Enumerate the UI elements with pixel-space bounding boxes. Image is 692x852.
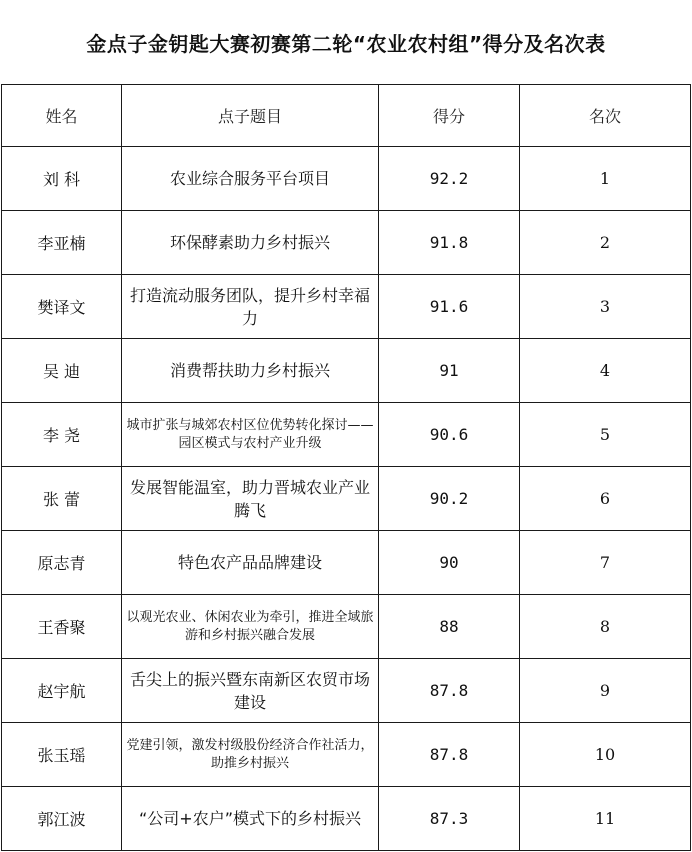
name-cell: 原志青 (2, 531, 122, 595)
topic-cell: 舌尖上的振兴暨东南新区农贸市场建设 (122, 659, 379, 723)
topic-cell: 消费帮扶助力乡村振兴 (122, 339, 379, 403)
table-row (2, 531, 691, 595)
topic-cell: 农业综合服务平台项目 (122, 147, 379, 211)
table-row (2, 275, 691, 339)
rank-cell: 1 (520, 147, 691, 211)
name-cell: 王香聚 (2, 595, 122, 659)
column-header-topic: 点子题目 (122, 85, 379, 147)
rank-cell: 5 (520, 403, 691, 467)
topic-cell: 以观光农业、休闲农业为牵引，推进全域旅游和乡村振兴融合发展 (122, 595, 379, 659)
name-cell: 吴 迪 (2, 339, 122, 403)
topic-cell: 特色农产品品牌建设 (122, 531, 379, 595)
score-cell: 91 (379, 339, 520, 403)
score-cell: 90.2 (379, 467, 520, 531)
topic-cell: “公司+农户”模式下的乡村振兴 (122, 787, 379, 851)
name-cell: 张玉瑶 (2, 723, 122, 787)
score-cell: 91.8 (379, 211, 520, 275)
rank-cell: 3 (520, 275, 691, 339)
rank-cell: 4 (520, 339, 691, 403)
topic-cell: 发展智能温室，助力晋城农业产业腾飞 (122, 467, 379, 531)
score-cell: 88 (379, 595, 520, 659)
table-row (2, 147, 691, 211)
table-row (2, 211, 691, 275)
score-table (1, 84, 691, 851)
page-title: 金点子金钥匙大赛初赛第二轮“农业农村组”得分及名次表 (86, 31, 606, 56)
rank-cell: 9 (520, 659, 691, 723)
score-cell: 92.2 (379, 147, 520, 211)
column-header-name: 姓名 (2, 85, 122, 147)
score-cell: 90.6 (379, 403, 520, 467)
topic-cell: 打造流动服务团队，提升乡村幸福力 (122, 275, 379, 339)
rank-cell: 10 (520, 723, 691, 787)
score-cell: 87.3 (379, 787, 520, 851)
column-header-score: 得分 (379, 85, 520, 147)
score-cell: 87.8 (379, 659, 520, 723)
table-row (2, 659, 691, 723)
topic-cell: 城市扩张与城郊农村区位优势转化探讨——园区模式与农村产业升级 (122, 403, 379, 467)
name-cell: 樊译文 (2, 275, 122, 339)
rank-cell: 2 (520, 211, 691, 275)
topic-cell: 环保酵素助力乡村振兴 (122, 211, 379, 275)
name-cell: 张 蕾 (2, 467, 122, 531)
table-row (2, 723, 691, 787)
name-cell: 郭江波 (2, 787, 122, 851)
rank-cell: 6 (520, 467, 691, 531)
name-cell: 李 尧 (2, 403, 122, 467)
score-cell: 91.6 (379, 275, 520, 339)
name-cell: 李亚楠 (2, 211, 122, 275)
topic-cell: 党建引领，激发村级股份经济合作社活力，助推乡村振兴 (122, 723, 379, 787)
column-header-rank: 名次 (520, 85, 691, 147)
table-row (2, 403, 691, 467)
rank-cell: 8 (520, 595, 691, 659)
name-cell: 赵宇航 (2, 659, 122, 723)
score-cell: 87.8 (379, 723, 520, 787)
name-cell: 刘 科 (2, 147, 122, 211)
table-row (2, 787, 691, 851)
table-header-row (2, 85, 691, 147)
table-row (2, 595, 691, 659)
table-row (2, 339, 691, 403)
score-cell: 90 (379, 531, 520, 595)
rank-cell: 11 (520, 787, 691, 851)
table-row (2, 467, 691, 531)
rank-cell: 7 (520, 531, 691, 595)
